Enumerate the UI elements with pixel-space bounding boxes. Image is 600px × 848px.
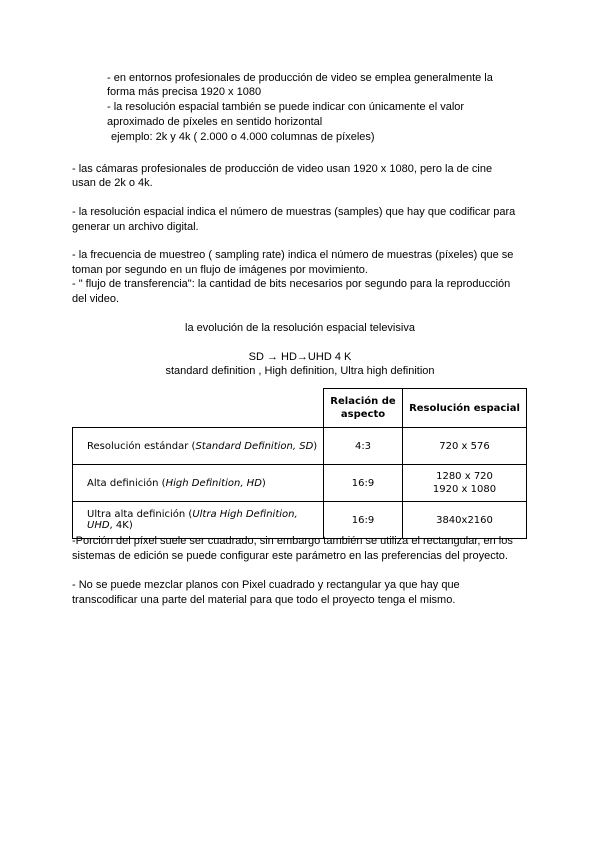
bullet-line: ejemplo: 2k y 4k ( 2.000 o 4.000 columnas de píxeles) bbox=[111, 131, 375, 143]
bullet-line: - la resolución espacial también se puede indicar con únicamente el valor bbox=[107, 101, 465, 113]
bullet-line: - en entornos profesionales de producción de video se emplea generalmente la bbox=[107, 72, 493, 84]
paragraph-line: - la frecuencia de muestreo ( sampling rate) indica el número de muestras (píxeles) que se bbox=[72, 249, 514, 261]
bullet-line: aproximado de píxeles en sentido horizontal bbox=[107, 116, 323, 128]
row-name: Resolución estándar (Standard Definition, SD) bbox=[73, 428, 324, 465]
row-resolution: 1280 x 720 1920 x 1080 bbox=[403, 465, 527, 502]
closing-line: transcodificar una parte del material para que todo el proyecto tenga el mismo. bbox=[72, 594, 456, 606]
closing-line: -Porción del píxel suele ser cuadrado, sin embargo también se utiliza el rectangular, en los bbox=[72, 535, 513, 547]
row-resolution: 3840x2160 bbox=[403, 502, 527, 539]
paragraph-line: - " flujo de transferencia": la cantidad de bits necesarios por segundo para la reproducción bbox=[72, 278, 511, 290]
table-row bbox=[73, 502, 527, 539]
paragraph-line: generar un archivo digital. bbox=[72, 221, 199, 233]
paragraph-line: del video. bbox=[72, 293, 120, 305]
table-row bbox=[73, 428, 527, 465]
section-title: la evolución de la resolución espacial televisiva bbox=[185, 322, 415, 334]
table-header-ratio bbox=[324, 389, 403, 428]
closing-line: - No se puede mezclar planos con Pixel cuadrado y rectangular ya que hay que bbox=[72, 579, 460, 591]
row-ratio: 4:3 bbox=[324, 428, 403, 465]
resolution-sequence: SD → HD→UHD 4 K bbox=[248, 351, 352, 363]
bullet-line: forma más precisa 1920 x 1080 bbox=[107, 86, 262, 98]
header-ratio-line: aspecto bbox=[340, 409, 386, 420]
row-resolution: 720 x 576 bbox=[403, 428, 527, 465]
paragraph-line: - la resolución espacial indica el número de muestras (samples) que hay que codificar para bbox=[72, 206, 516, 218]
row-name: Ultra alta definición (Ultra High Definition, UHD, 4K) bbox=[73, 502, 324, 539]
table-header-empty bbox=[73, 389, 324, 428]
table-header-row bbox=[73, 389, 527, 428]
row-ratio: 16:9 bbox=[324, 502, 403, 539]
table-row bbox=[73, 465, 527, 502]
table-header-resolution: Resolución espacial bbox=[403, 389, 527, 428]
header-ratio-line: Relación de bbox=[330, 396, 396, 407]
paragraph-line: - las cámaras profesionales de producción de video usan 1920 x 1080, pero la de cine bbox=[72, 163, 493, 175]
paragraph-line: usan de 2k o 4k. bbox=[72, 177, 153, 189]
section-subtitle: standard definition , High definition, Ultra high definition bbox=[165, 365, 435, 377]
paragraph-line: toman por segundo en un flujo de imágenes por movimiento. bbox=[72, 264, 368, 276]
resolution-table bbox=[72, 388, 527, 539]
row-name: Alta definición (High Definition, HD) bbox=[73, 465, 324, 502]
closing-line: sistemas de edición se puede configurar este parámetro en las preferencias del proyecto. bbox=[72, 550, 508, 562]
row-ratio: 16:9 bbox=[324, 465, 403, 502]
